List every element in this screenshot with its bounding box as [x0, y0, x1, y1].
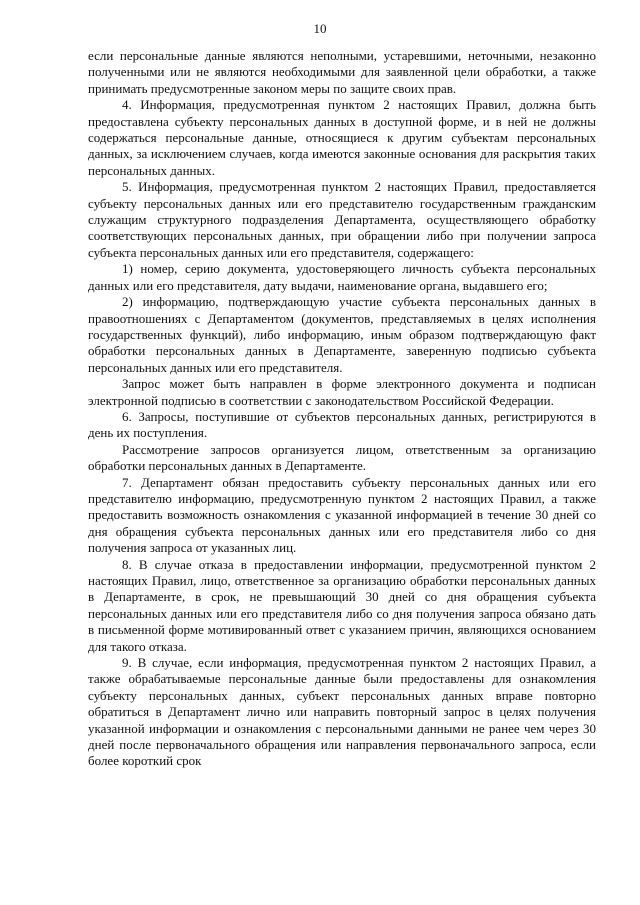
- paragraph-request-review: Рассмотрение запросов организуется лицом, ответственным за организацию обработки персональных данных в Департаменте.: [88, 441, 596, 474]
- paragraph-subitem-1: 1) номер, серию документа, удостоверяющего личность субъекта персональных данных или его представителя, дату выдачи, наименование органа, выдавшего его;: [88, 261, 596, 293]
- paragraph-item-7: 7. Департамент обязан предоставить субъекту персональных данных или его представителю информацию, предусмотренную пунктом 2 настоящих Правил, а также предоставить возможность ознакомления с указанной информацией в течение 30 дней со дня обращения субъекта персональных данных или его представителя либо со дня получения запроса от указанных лиц.: [88, 474, 596, 556]
- paragraph-item-5: 5. Информация, предусмотренная пунктом 2 настоящих Правил, предоставляется субъекту персональных данных или его представителю государственным гражданским служащим структурного подразделения Департамента, осуществляющего обработку соответствующих персональных данных, при обращении либо при получении запроса субъекта персональных данных или его представителя, содержащего:: [88, 179, 596, 260]
- paragraph-item-8: 8. В случае отказа в предоставлении информации, предусмотренной пунктом 2 настоящих Правил, лицо, ответственное за организацию обработки персональных данных в Департаменте, в срок, не превышающий 30 дней со дня обращения субъекта персональных данных или его представителя либо со дня получения запроса обязано дать в письменной форме мотивированный ответ с указанием причин, являющихся основанием для такого отказа.: [88, 556, 596, 654]
- paragraph-subitem-2: 2) информацию, подтверждающую участие субъекта персональных данных в правоотношениях с Департаментом (документов, представляемых в целях исполнения государственных функций), либо информацию, иным образом подтверждающую факт обработки персональных данных в Департаменте, заверенную подписью субъекта персональных данных или его представителя.: [88, 294, 596, 375]
- page-number: 10: [313, 21, 327, 36]
- paragraph-item-4: 4. Информация, предусмотренная пунктом 2 настоящих Правил, должна быть предоставлена субъекту персональных данных в доступной форме, и в ней не должны содержаться персональные данные, относящиеся к другим субъектам персональных данных, за исключением случаев, когда имеются законные основания для раскрытия таких персональных данных.: [88, 97, 596, 178]
- paragraph-continuation: если персональные данные являются неполными, устаревшими, неточными, незаконно полученными или не являются необходимыми для заявленной цели обработки, а также принимать предусмотренные законом меры по защите своих прав.: [88, 48, 596, 96]
- paragraph-item-6: 6. Запросы, поступившие от субъектов персональных данных, регистрируются в день их поступления.: [88, 408, 596, 441]
- paragraph-electronic-request: Запрос может быть направлен в форме электронного документа и подписан электронной подписью в соответствии с законодательством Российской Федерации.: [88, 376, 596, 408]
- paragraph-item-9: 9. В случае, если информация, предусмотренная пунктом 2 настоящих Правил, а также обрабатываемые персональные данные были предоставлены для ознакомления субъекту персональных данных, субъект персональных данных вправе повторно обратиться в Департамент лично или направить повторный запрос в целях получения указанной информации и ознакомления с персональными данными не ранее чем через 30 дней после первоначального обращения или направления первоначального запроса, если более короткий срок: [88, 655, 596, 769]
- document-body: [88, 48, 596, 770]
